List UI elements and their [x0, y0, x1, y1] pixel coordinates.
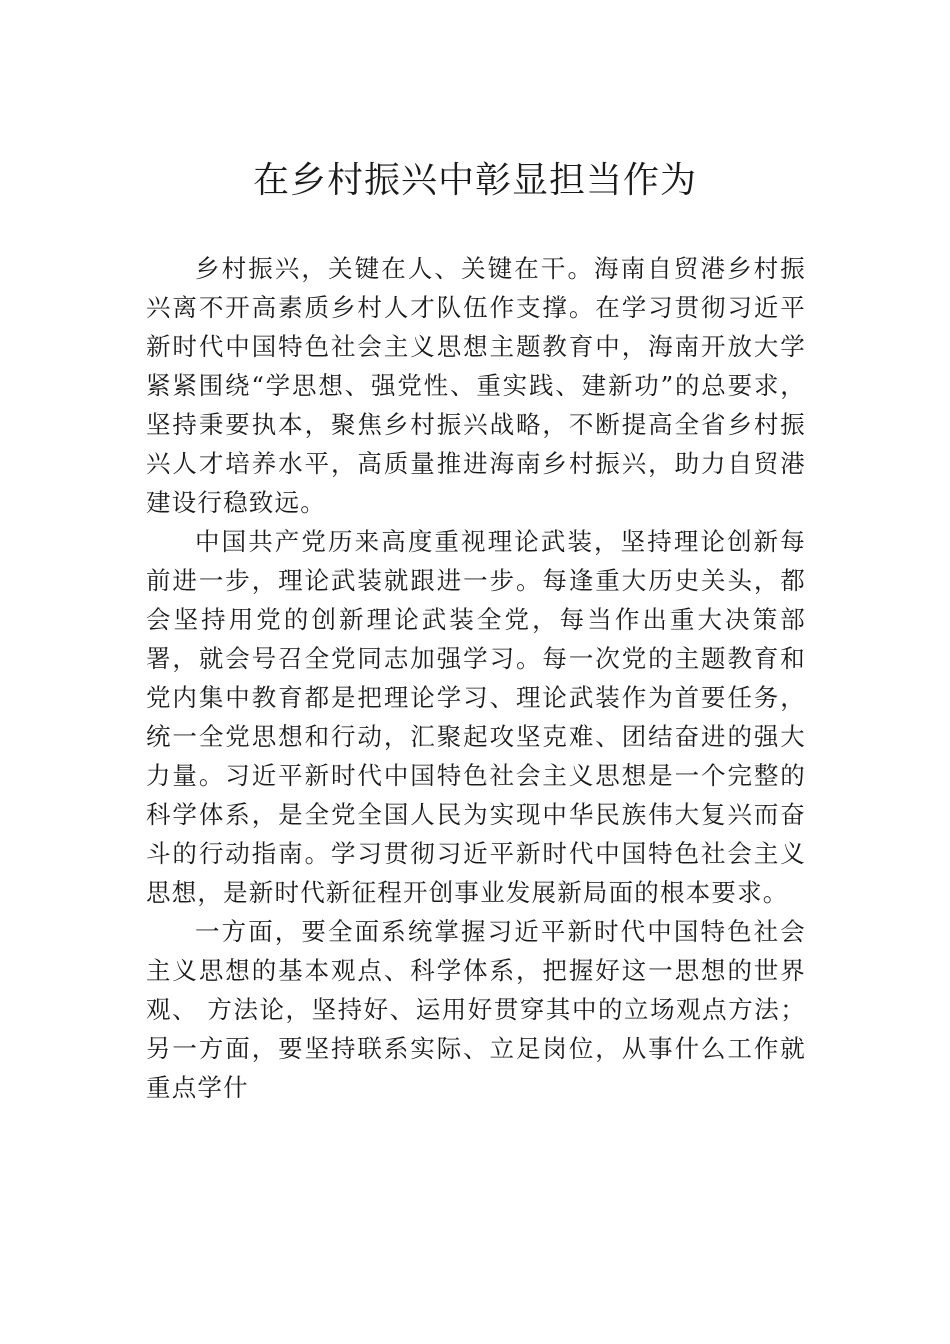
paragraph: 乡村振兴，关键在人、关键在干。海南自贸港乡村振兴离不开高素质乡村人才队伍作支撑。在学习贯彻习近平新时代中国特色社会主义思想主题教育中，海南开放大学紧紧围绕“学思想、强党性、重实践、建新功”的总要求，坚持秉要执本，聚焦乡村振兴战略，不断提高全省乡村振兴人才培养水平，高质量推进海南乡村振兴，助力自贸港建设行稳致远。 — [146, 254, 806, 517]
paragraph: 中国共产党历来高度重视理论武装，坚持理论创新每前进一步，理论武装就跟进一步。每逢重大历史关头，都会坚持用党的创新理论武装全党，每当作出重大决策部署，就会号召全党同志加强学习。每一次党的主题教育和党内集中教育都是把理论学习、理论武装作为首要任务，统一全党思想和行动，汇聚起攻坚克难、团结奋进的强大力量。习近平新时代中国特色社会主义思想是一个完整的科学体系，是全党全国人民为实现中华民族伟大复兴而奋斗的行动指南。学习贯彻习近平新时代中国特色社会主义思想，是新时代新征程开创事业发展新局面的根本要求。 — [146, 527, 806, 907]
document-body — [146, 249, 806, 1107]
document-title: 在乡村振兴中彰显担当作为 — [252, 160, 697, 201]
paragraph: 一方面，要全面系统掌握习近平新时代中国特色社会主义思想的基本观点、科学体系，把握好这一思想的世界观、 方法论，坚持好、运用好贯穿其中的立场观点方法；另一方面，要坚持联系实际、立足岗位，从事什么工作就重点学什 — [146, 917, 806, 1102]
